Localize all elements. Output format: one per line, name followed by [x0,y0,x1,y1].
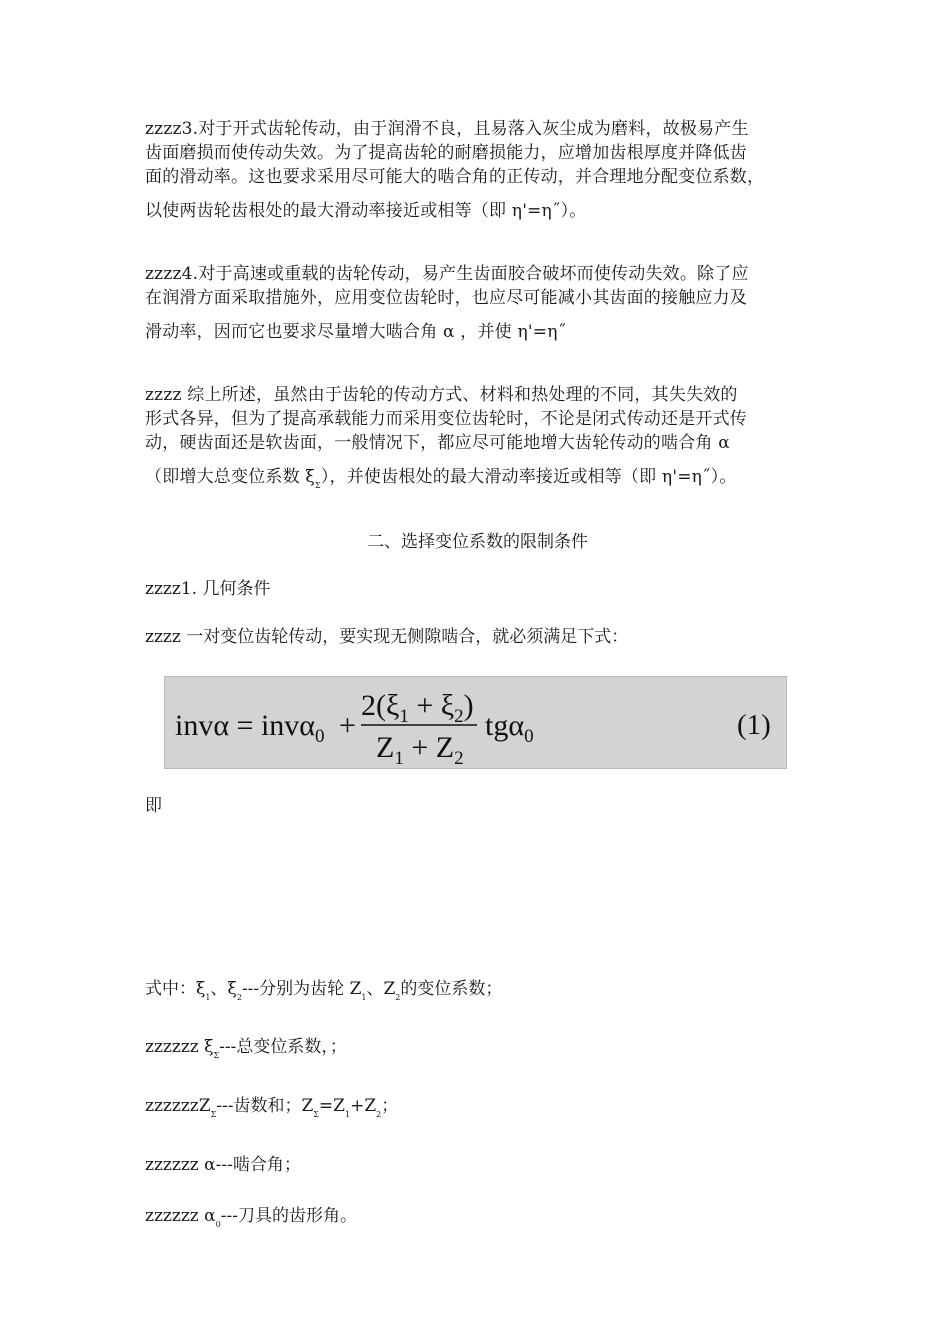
formula-intro: zzzz 一对变位齿轮传动，要实现无侧隙啮合，就必须满足下式： [145,627,629,647]
text-line: 在润滑方面采取措施外，应用变位齿轮时，也应尽可能减小其齿面的接触应力及 [145,288,747,308]
formula-tg: tgα$_0$ [485,709,534,747]
text-fragment: zzzzzzZ [145,1096,211,1116]
text-line: 动，硬齿面还是软齿面，一般情况下，都应尽可能地增大齿轮传动的啮合角 α [145,433,730,453]
definition-tooth-sum [145,1094,398,1127]
text-fragment: +Z [350,1096,377,1116]
subscript: 1 [361,993,367,1002]
formula-plus: + [339,709,356,742]
formula-svg [165,677,786,768]
text-line: 面的滑动率。这也要求采用尽可能大的啮合角的正传动，并合理地分配变位系数， [145,167,765,187]
section-heading: 二、选择变位系数的限制条件 [367,532,588,552]
ji-label: 即 [145,796,162,816]
subscript: 2 [395,993,401,1002]
formula-numerator: $2(\xi_1 + \xi_2)$ [361,689,474,727]
text-fragment: （即增大总变位系数 ξ [145,467,315,487]
formula-lhs: invα = invα$_0$ [175,709,325,747]
subscript: Σ [213,1051,220,1060]
text-fragment: ---齿数和；Z [216,1096,314,1116]
text-line: 滑动率，因而它也要求尽量增大啮合角 α ，并使 η'=η˝ [145,322,567,342]
text-fragment: zzzzzz α [145,1206,216,1226]
text-fragment: zzzzzz α---啮合角； [145,1155,301,1175]
subscript: 1 [344,1110,351,1119]
paragraph-high-speed-gear [145,262,810,344]
text-line: zzzz3.对于开式齿轮传动，由于润滑不良，且易落入灰尘成为磨料，故极易产生 [145,119,749,139]
definition-total-xi [145,1035,347,1068]
subscript: Σ [314,481,321,490]
subscript: 1 [205,993,211,1002]
formula-number: (1) [737,709,771,741]
text-fragment: =Z [318,1096,345,1116]
subscript: 2 [376,1110,382,1119]
text-fragment: ---总变位系数，； [219,1037,347,1057]
text-fragment: 的变位系数； [400,979,503,999]
text-line: 形式各异，但为了提高承载能力而采用变位齿轮时，不论是闭式传动还是开式传 [145,409,747,429]
formula-image [164,676,787,769]
formula-denominator: $Z_1 + Z_2$ [376,731,464,768]
definition-tool-angle [145,1204,357,1237]
text-line: zzzz4.对于高速或重载的齿轮传动，易产生齿面胶合破坏而使传动失效。除了应 [145,264,749,284]
geometry-condition-title: zzzz1. 几何条件 [145,579,271,599]
subscript: Σ [210,1110,217,1119]
text-fragment: 、ξ [210,979,237,999]
text-fragment: ； [381,1096,399,1116]
text-fragment: zzzzzz ξ [145,1037,214,1057]
text-fragment: 式中：ξ [145,979,206,999]
text-fragment: ---分别为齿轮 Z [241,979,362,999]
subscript: 0 [215,1220,221,1229]
definition-mesh-angle [145,1153,301,1177]
text-line: 齿面磨损而使传动失效。为了提高齿轮的耐磨损能力，应增加齿根厚度并降低齿 [145,143,747,163]
text-fragment: 、Z [366,979,396,999]
text-line: 以使两齿轮齿根处的最大滑动率接近或相等（即 η'=η˝）。 [145,201,587,221]
text-line [145,465,810,498]
subscript: 2 [236,993,242,1002]
subscript: Σ [313,1110,319,1119]
paragraph-open-gear [145,117,810,223]
text-fragment: ---刀具的齿形角。 [220,1206,357,1226]
text-line: zzzz 综上所述，虽然由于齿轮的传动方式、材料和热处理的不同，其失失效的 [145,385,738,405]
paragraph-summary [145,383,810,498]
text-fragment: ），并使齿根处的最大滑动率接近或相等（即 η'=η˝）。 [320,467,737,487]
definition-xi [145,977,502,1010]
